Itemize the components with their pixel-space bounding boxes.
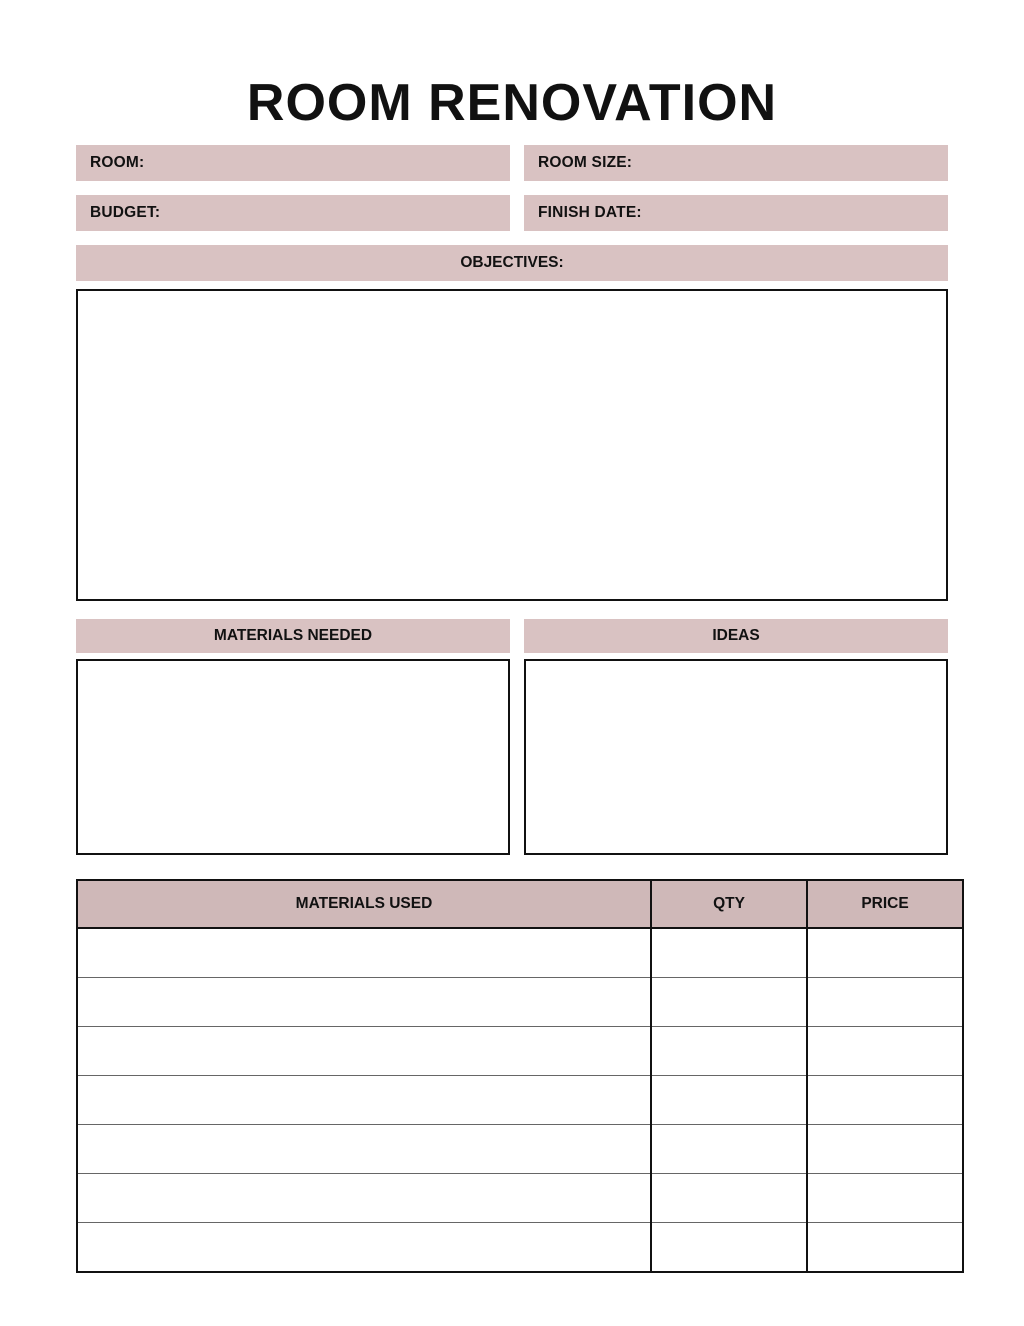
panels-row [76,619,948,855]
cell-material[interactable] [77,1222,651,1272]
cell-price[interactable] [807,977,963,1026]
finish-date-field[interactable] [524,195,948,231]
objectives-label: OBJECTIVES: [460,253,564,271]
objectives-header [76,245,948,281]
table-row [77,977,963,1026]
cell-qty[interactable] [651,1222,807,1272]
column-header-qty: QTY [651,880,807,928]
room-info-row-2 [76,195,948,231]
cell-price[interactable] [807,1222,963,1272]
materials-needed-panel [76,619,510,855]
ideas-input[interactable] [524,659,948,855]
table-row [77,1075,963,1124]
cell-price[interactable] [807,1124,963,1173]
ideas-panel [524,619,948,855]
ideas-label: IDEAS [712,626,760,644]
cell-material[interactable] [77,1173,651,1222]
budget-label: BUDGET: [90,203,161,221]
cell-price[interactable] [807,1026,963,1075]
materials-needed-label: MATERIALS NEEDED [213,626,373,644]
room-size-field[interactable] [524,145,948,181]
table-row [77,1026,963,1075]
cell-material[interactable] [77,928,651,978]
cell-qty[interactable] [651,1026,807,1075]
column-header-materials-used: MATERIALS USED [77,880,651,928]
column-header-price: PRICE [807,880,963,928]
room-size-label: ROOM SIZE: [538,153,633,171]
finish-date-label: FINISH DATE: [538,203,642,221]
cell-price[interactable] [807,1075,963,1124]
cell-qty[interactable] [651,1173,807,1222]
table-row [77,1222,963,1272]
cell-qty[interactable] [651,1075,807,1124]
materials-used-table [76,879,964,1273]
budget-field[interactable] [76,195,510,231]
table-header-row [77,880,963,928]
cell-material[interactable] [77,1026,651,1075]
cell-material[interactable] [77,1075,651,1124]
room-field[interactable] [76,145,510,181]
ideas-header [524,619,948,653]
cell-qty[interactable] [651,1124,807,1173]
materials-needed-input[interactable] [76,659,510,855]
materials-needed-header [76,619,510,653]
table-row [77,928,963,978]
room-info-row-1 [76,145,948,181]
cell-material[interactable] [77,977,651,1026]
cell-qty[interactable] [651,928,807,978]
room-label: ROOM: [90,153,145,171]
page-title: ROOM RENOVATION [246,74,778,132]
cell-qty[interactable] [651,977,807,1026]
objectives-input[interactable] [76,289,948,601]
cell-material[interactable] [77,1124,651,1173]
cell-price[interactable] [807,1173,963,1222]
cell-price[interactable] [807,928,963,978]
table-row [77,1124,963,1173]
table-row [77,1173,963,1222]
